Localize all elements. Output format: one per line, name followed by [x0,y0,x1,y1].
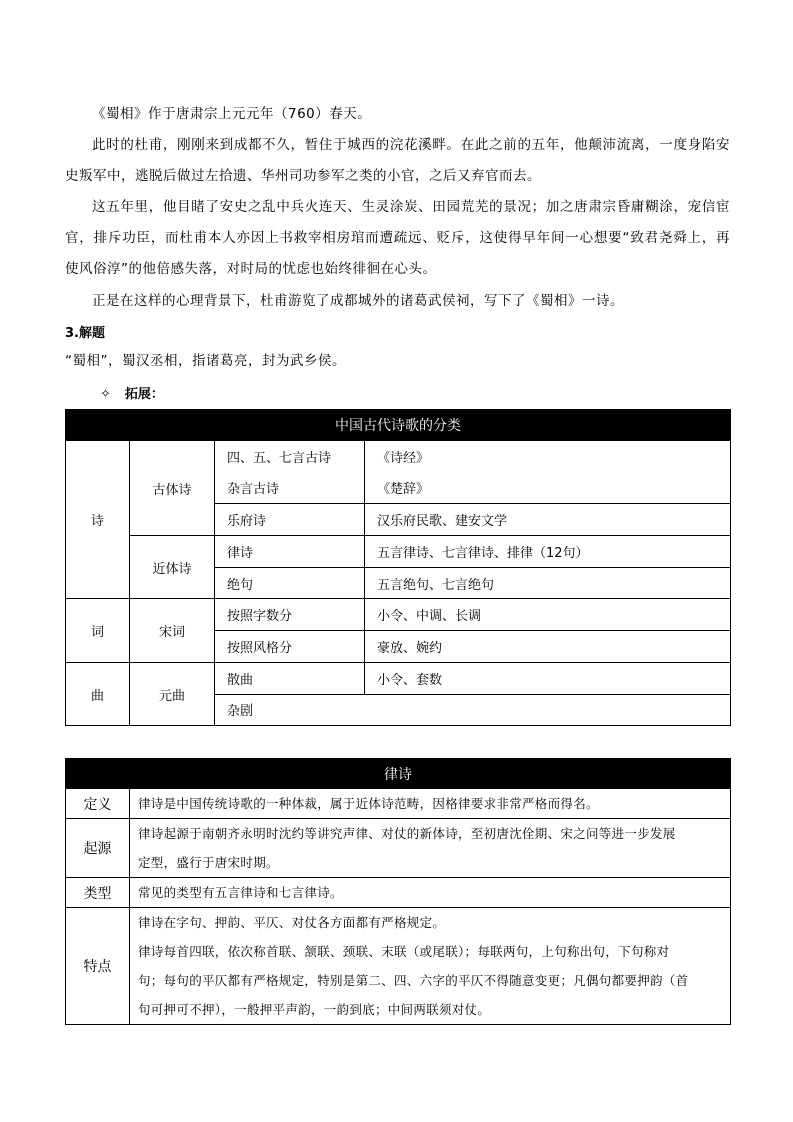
cell-lvshi: 律诗 [215,536,365,568]
row-content-type [130,878,731,908]
cell-yuefu: 乐府诗 [215,504,365,536]
diamond-icon: ✧ [100,387,111,402]
cell-chuci: 《楚辞》 [365,472,731,504]
cell-sanqu: 散曲 [215,662,365,694]
content-line: 律诗在字句、押韵、平仄、对仗各方面都有严格规定。 [138,915,446,930]
row-content-features [130,908,731,1025]
cell-shijing: 《诗经》 [365,441,731,473]
cell-jueju-ex: 五言绝句、七言绝句 [365,567,731,599]
category-qu: 曲 [66,662,130,725]
intro-paragraph-1: 《蜀相》作于唐肃宗上元元年（760）春天。 [92,106,372,122]
cell-jueju: 绝句 [215,567,365,599]
content-line: 律诗每首四联，依次称首联、颔联、颈联、末联（或尾联）；每联两句，上句称出句，下句称对 [138,944,670,959]
subcategory-yuanqu: 元曲 [130,662,215,725]
tuozhan-heading [100,383,164,402]
intro-paragraph-4: 正是在这样的心理背景下，杜甫游览了成都城外的诸葛武侯祠，写下了《蜀相》一诗。 [92,293,624,309]
poetry-classification-table [65,409,731,726]
subcategory-songci: 宋词 [130,599,215,662]
cell-zishu: 按照字数分 [215,599,365,631]
row-content-origin [130,819,731,878]
row-label-features: 特点 [66,908,130,1025]
category-shi: 诗 [66,441,130,599]
cell-fengge-ex: 豪放、婉约 [365,631,731,663]
row-content-definition [130,789,731,819]
intro-paragraph-2: 此时的杜甫，刚刚来到成都不久，暂住于城西的浣花溪畔。在此之前的五年，他颠沛流离，一度身陷安史叛军中，逃脱后做过左拾遗、华州司功参军之类的小官，之后又弃官而去。 [65,137,730,184]
subcategory-guti: 古体诗 [130,441,215,536]
table-header: 中国古代诗歌的分类 [66,410,731,441]
lvshi-table-header: 律诗 [66,759,731,789]
cell-zishu-ex: 小令、中调、长调 [365,599,731,631]
content-line: 定型，盛行于唐宋时期。 [138,855,279,870]
content-line: 常见的类型有五言律诗和七言律诗。 [138,885,343,900]
content-line: 律诗是中国传统诗歌的一种体裁，属于近体诗范畴，因格律要求非常严格而得名。 [138,796,599,811]
row-label-definition: 定义 [66,789,130,819]
tuozhan-label: 拓展： [124,387,164,402]
row-label-origin: 起源 [66,819,130,878]
jieti-text: “蜀相”，蜀汉丞相，指诸葛亮，封为武乡侯。 [65,353,346,369]
cell-lvshi-ex: 五言律诗、七言律诗、排律（12句） [365,536,731,568]
cell-siwuqi: 四、五、七言古诗 [215,441,365,473]
cell-zayan: 杂言古诗 [215,472,365,504]
lvshi-table [65,758,731,1025]
cell-fengge: 按照风格分 [215,631,365,663]
subcategory-jinti: 近体诗 [130,536,215,599]
jieti-heading: 3.解题 [65,326,105,341]
row-label-type: 类型 [66,878,130,908]
content-line: 句可押可不押），一般押平声韵，一韵到底；中间两联须对仗。 [138,1002,491,1017]
cell-zaju: 杂剧 [215,694,731,726]
cell-yuefu-ex: 汉乐府民歌、建安文学 [365,504,731,536]
intro-paragraph-3: 这五年里，他目睹了安史之乱中兵火连天、生灵涂炭、田园荒芜的景况；加之唐肃宗昏庸糊涂，宠信宦官，排斥功臣，而杜甫本人亦因上书救宰相房琯而遭疏远、贬斥，这使得早年间一心想要“致君尧舜上，再使风俗淳”的他倍感失落，对时局的忧虑也始终徘徊在心头。 [65,199,730,277]
category-ci: 词 [66,599,130,662]
cell-sanqu-ex: 小令、套数 [365,662,731,694]
content-line: 律诗起源于南朝齐永明时沈约等讲究声律、对仗的新体诗，至初唐沈佺期、宋之问等进一步发展 [138,826,676,841]
content-line: 句；每句的平仄都有严格规定，特别是第二、四、六字的平仄不得随意变更；凡偶句都要押韵（首 [138,973,689,988]
